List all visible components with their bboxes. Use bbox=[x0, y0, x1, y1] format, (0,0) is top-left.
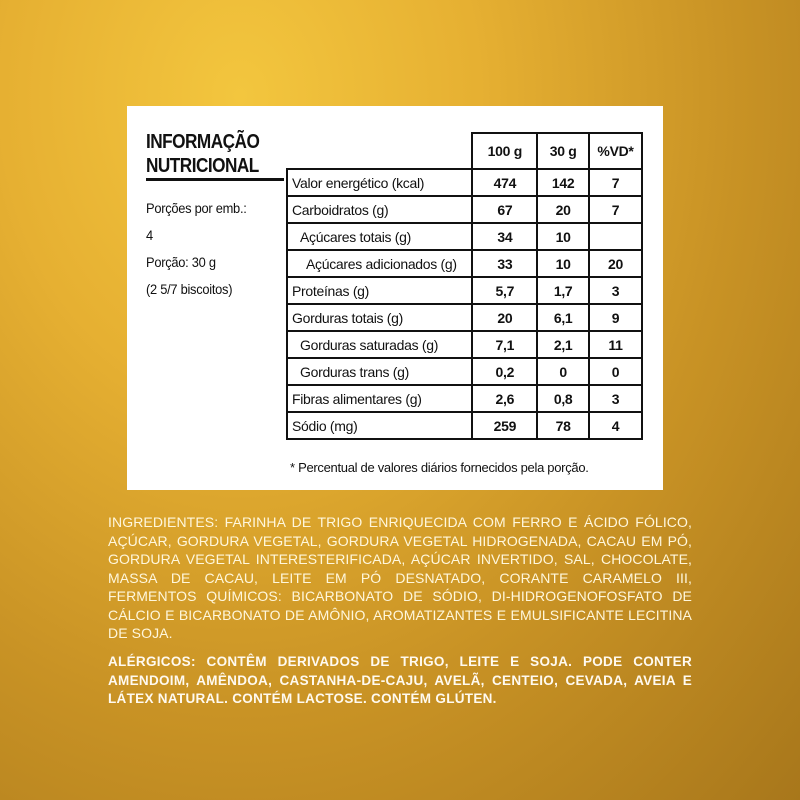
value-30g: 142 bbox=[537, 169, 589, 196]
table-row bbox=[287, 169, 642, 196]
value-vd: 9 bbox=[589, 304, 642, 331]
table-row bbox=[287, 412, 642, 439]
value-30g: 20 bbox=[537, 196, 589, 223]
portions-label: Porções por emb.: bbox=[146, 200, 247, 216]
nutrition-title-line1: INFORMAÇÃO bbox=[146, 131, 260, 153]
value-vd: 20 bbox=[589, 250, 642, 277]
value-vd bbox=[589, 223, 642, 250]
column-header-vd: %VD* bbox=[589, 133, 642, 169]
nutrient-name: Açúcares adicionados (g) bbox=[287, 250, 472, 277]
value-100g: 2,6 bbox=[472, 385, 537, 412]
column-header-100g: 100 g bbox=[472, 133, 537, 169]
table-row bbox=[287, 223, 642, 250]
value-30g: 0,8 bbox=[537, 385, 589, 412]
column-header-30g: 30 g bbox=[537, 133, 589, 169]
nutrient-name: Açúcares totais (g) bbox=[287, 223, 472, 250]
table-footnote: * Percentual de valores diários fornecidos pela porção. bbox=[290, 460, 589, 475]
table-header-row bbox=[287, 133, 642, 169]
value-30g: 2,1 bbox=[537, 331, 589, 358]
serving-detail: (2 5/7 biscoitos) bbox=[146, 281, 233, 297]
table-row bbox=[287, 250, 642, 277]
value-100g: 474 bbox=[472, 169, 537, 196]
table-row bbox=[287, 331, 642, 358]
nutrient-name: Gorduras trans (g) bbox=[287, 358, 472, 385]
value-100g: 5,7 bbox=[472, 277, 537, 304]
nutrient-name: Proteínas (g) bbox=[287, 277, 472, 304]
nutrient-name: Carboidratos (g) bbox=[287, 196, 472, 223]
value-100g: 33 bbox=[472, 250, 537, 277]
table-row bbox=[287, 304, 642, 331]
value-100g: 259 bbox=[472, 412, 537, 439]
header-spacer bbox=[287, 133, 472, 169]
table-row bbox=[287, 277, 642, 304]
value-vd: 0 bbox=[589, 358, 642, 385]
value-100g: 7,1 bbox=[472, 331, 537, 358]
nutrient-name: Sódio (mg) bbox=[287, 412, 472, 439]
ingredients-text: INGREDIENTES: FARINHA DE TRIGO ENRIQUECIDA COM FERRO E ÁCIDO FÓLICO, AÇÚCAR, GORDURA VEGETAL, GORDURA VEGETAL HIDROGENADA, CACAU EM PÓ, GORDURA VEGETAL INTERESTERIFICADA, AÇÚCAR INVERTIDO, SAL, CHOCOLATE, MASSA DE CACAU, LEITE EM PÓ DESNATADO, CORANTE CARAMELO III, FERMENTOS QUÍMICOS: BICARBONATO DE SÓDIO, DI-HIDROGENOFOSFATO DE CÁLCIO E BICARBONATO DE AMÔNIO, AROMATIZANTES E EMULSIFICANTE LECITINA DE SOJA. bbox=[108, 514, 692, 641]
value-30g: 78 bbox=[537, 412, 589, 439]
label-header bbox=[146, 130, 284, 303]
portions-value: 4 bbox=[146, 227, 153, 243]
table-row bbox=[287, 385, 642, 412]
nutrition-title-line2: NUTRICIONAL bbox=[146, 155, 259, 177]
table-row bbox=[287, 196, 642, 223]
nutrient-name: Valor energético (kcal) bbox=[287, 169, 472, 196]
value-100g: 20 bbox=[472, 304, 537, 331]
value-vd: 7 bbox=[589, 169, 642, 196]
allergens-text: ALÉRGICOS: CONTÊM DERIVADOS DE TRIGO, LEITE E SOJA. PODE CONTER AMENDOIM, AMÊNDOA, CASTANHA-DE-CAJU, AVELÃ, CENTEIO, CEVADA, AVEIA E LÁTEX NATURAL. CONTÉM LACTOSE. CONTÉM GLÚTEN. bbox=[108, 654, 692, 706]
value-30g: 10 bbox=[537, 250, 589, 277]
value-30g: 0 bbox=[537, 358, 589, 385]
value-vd: 4 bbox=[589, 412, 642, 439]
value-100g: 67 bbox=[472, 196, 537, 223]
value-30g: 6,1 bbox=[537, 304, 589, 331]
value-vd: 7 bbox=[589, 196, 642, 223]
value-vd: 3 bbox=[589, 385, 642, 412]
table-row bbox=[287, 358, 642, 385]
nutrient-name: Fibras alimentares (g) bbox=[287, 385, 472, 412]
value-100g: 0,2 bbox=[472, 358, 537, 385]
value-30g: 10 bbox=[537, 223, 589, 250]
value-vd: 11 bbox=[589, 331, 642, 358]
nutrition-table bbox=[286, 132, 643, 440]
value-vd: 3 bbox=[589, 277, 642, 304]
serving-label: Porção: 30 g bbox=[146, 254, 216, 270]
value-30g: 1,7 bbox=[537, 277, 589, 304]
value-100g: 34 bbox=[472, 223, 537, 250]
nutrient-name: Gorduras totais (g) bbox=[287, 304, 472, 331]
nutrient-name: Gorduras saturadas (g) bbox=[287, 331, 472, 358]
